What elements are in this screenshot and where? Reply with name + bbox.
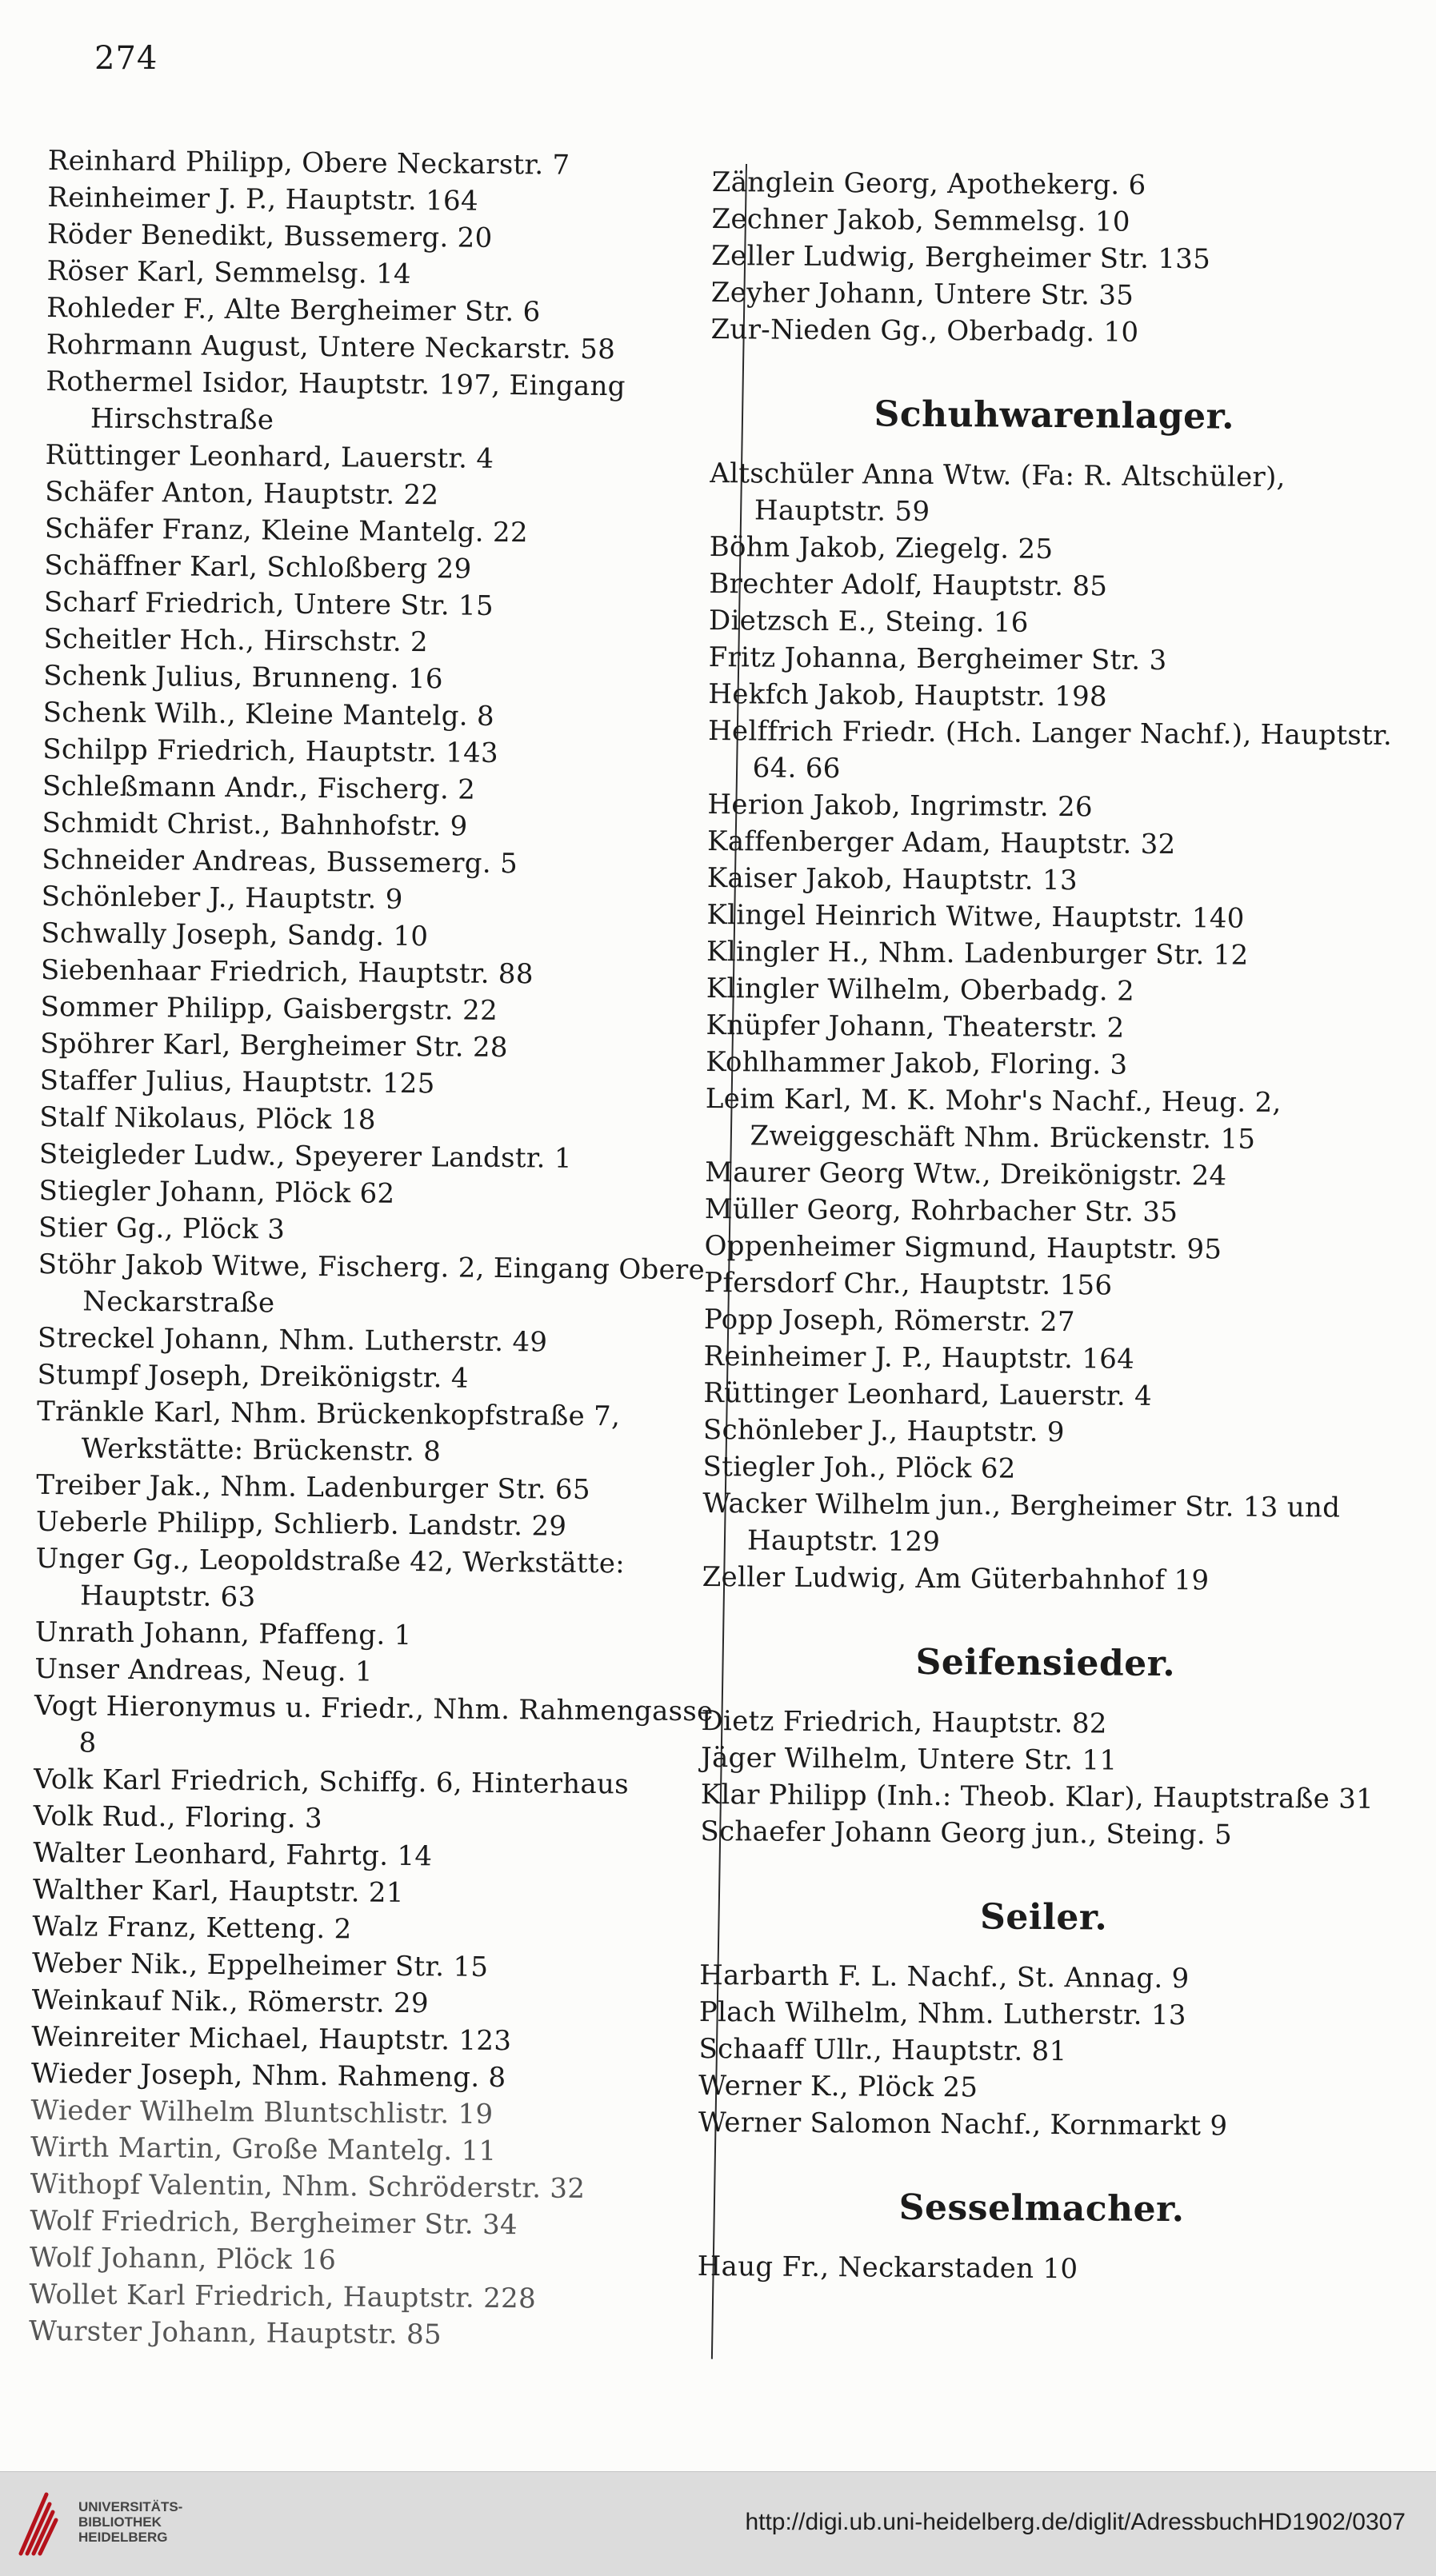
entry-list xyxy=(700,1703,1389,1855)
left-column xyxy=(29,142,728,2355)
list-item: Steigleder Ludw., Speyerer Landstr. 1 xyxy=(38,1137,572,1175)
list-item: Wieder Joseph, Nhm. Rahmeng. 8 xyxy=(30,2057,506,2095)
entry-list xyxy=(710,164,1400,353)
list-item: Schäffner Karl, Schloßberg 29 xyxy=(44,549,472,585)
list-item: Tränkle Karl, Nhm. Brückenkopfstraße 7, Werkstätte: Brückenstr. 8 xyxy=(36,1395,621,1468)
viewer-footer xyxy=(0,2471,1436,2576)
list-item: Plach Wilhelm, Nhm. Lutherstr. 13 xyxy=(698,1995,1186,2032)
list-item: Haug Fr., Neckarstaden 10 xyxy=(697,2250,1078,2286)
list-item: Stiegler Joh., Plöck 62 xyxy=(702,1450,1016,1485)
list-item: Rohrmann August, Untere Neckarstr. 58 xyxy=(46,328,616,366)
list-item: Dietzsch E., Steing. 16 xyxy=(708,604,1029,639)
section-heading: Seifensieder. xyxy=(915,1641,1176,1685)
list-item: Volk Karl Friedrich, Schiffg. 6, Hinterhaus xyxy=(33,1763,630,1801)
list-item: Zeyher Johann, Untere Str. 35 xyxy=(710,276,1134,312)
list-item: Wurster Johann, Hauptstr. 85 xyxy=(28,2314,442,2351)
list-item: Schäfer Franz, Kleine Mantelg. 22 xyxy=(44,512,529,549)
section-heading: Sesselmacher. xyxy=(898,2187,1185,2231)
list-item: Schleßmann Andr., Fischerg. 2 xyxy=(42,769,476,806)
list-item: Rohleder F., Alte Bergheimer Str. 6 xyxy=(46,291,541,329)
list-item: Zänglein Georg, Apothekerg. 6 xyxy=(711,166,1146,202)
logo-line: BIBLIOTHEK xyxy=(78,2514,162,2530)
list-item: Popp Joseph, Römerstr. 27 xyxy=(703,1303,1075,1339)
list-item: Wieder Wilhelm Bluntschlistr. 19 xyxy=(30,2094,494,2131)
list-item: Zechner Jakob, Semmelsg. 10 xyxy=(711,202,1130,238)
list-item: Böhm Jakob, Ziegelg. 25 xyxy=(709,530,1054,565)
list-item: Pfersdorf Chr., Hauptstr. 156 xyxy=(704,1266,1113,1302)
list-item: Vogt Hieronymus u. Friedr., Nhm. Rahmengasse 8 xyxy=(34,1689,714,1759)
list-item: Sommer Philipp, Gaisbergstr. 22 xyxy=(40,990,498,1027)
list-item: Hekfch Jakob, Hauptstr. 198 xyxy=(708,677,1108,713)
list-item: Zur-Nieden Gg., Oberbadg. 10 xyxy=(710,313,1139,349)
list-item: Schilpp Friedrich, Hauptstr. 143 xyxy=(42,733,499,769)
list-item: Stumpf Joseph, Dreikönigstr. 4 xyxy=(37,1358,469,1395)
list-item: Volk Rud., Floring. 3 xyxy=(33,1799,323,1835)
list-item: Streckel Johann, Nhm. Lutherstr. 49 xyxy=(37,1321,548,1359)
library-logo-text xyxy=(78,2499,182,2545)
list-item: Weber Nik., Eppelheimer Str. 15 xyxy=(31,1947,489,1983)
list-item: Werner K., Plöck 25 xyxy=(698,2069,978,2104)
list-item: Klingler H., Nhm. Ladenburger Str. 12 xyxy=(706,935,1249,972)
list-item: Wollet Karl Friedrich, Hauptstr. 228 xyxy=(29,2278,537,2315)
list-item: Schaefer Johann Georg jun., Steing. 5 xyxy=(700,1815,1233,1851)
list-item: Wolf Friedrich, Bergheimer Str. 34 xyxy=(30,2204,518,2242)
list-item: Stöhr Jakob Witwe, Fischerg. 2, Eingang Obere Neckarstraße xyxy=(38,1248,706,1320)
list-item: Schönleber J., Hauptstr. 9 xyxy=(41,880,403,916)
list-item: Scheitler Hch., Hirschstr. 2 xyxy=(43,622,429,659)
list-item: Kaffenberger Adam, Hauptstr. 32 xyxy=(706,825,1176,861)
list-item: Reinheimer J. P., Hauptstr. 164 xyxy=(703,1340,1135,1376)
library-logo-icon xyxy=(14,2486,88,2560)
entry-list xyxy=(702,455,1398,1600)
list-item: Harbarth F. L. Nachf., St. Annag. 9 xyxy=(699,1959,1190,1995)
list-item: Werner Salomon Nachf., Kornmarkt 9 xyxy=(698,2106,1228,2143)
list-item: Weinreiter Michael, Hauptstr. 123 xyxy=(31,2020,512,2058)
list-item: Withopf Valentin, Nhm. Schröderstr. 32 xyxy=(30,2167,586,2205)
list-item: Zeller Ludwig, Bergheimer Str. 135 xyxy=(711,239,1211,276)
section-heading: Seiler. xyxy=(979,1896,1108,1939)
list-item: Röder Benedikt, Bussemerg. 20 xyxy=(46,218,493,254)
list-item: Weinkauf Nik., Römerstr. 29 xyxy=(31,1983,430,2020)
list-item: Reinhard Philipp, Obere Neckarstr. 7 xyxy=(47,144,570,182)
list-item: Wacker Wilhelm jun., Bergheimer Str. 13 und Hauptstr. 129 xyxy=(702,1487,1341,1559)
list-item: Knüpfer Johann, Theaterstr. 2 xyxy=(706,1008,1125,1044)
list-item: Klar Philipp (Inh.: Theob. Klar), Hauptstraße 31 xyxy=(700,1778,1374,1815)
list-item: Reinheimer J. P., Hauptstr. 164 xyxy=(47,181,479,218)
list-item: Leim Karl, M. K. Mohr's Nachf., Heug. 2, Zweiggeschäft Nhm. Brückenstr. 15 xyxy=(705,1082,1282,1156)
list-item: Unrath Johann, Pfaffeng. 1 xyxy=(34,1615,412,1652)
list-item: Röser Karl, Semmelsg. 14 xyxy=(46,254,412,290)
list-item: Schenk Julius, Brunneng. 16 xyxy=(43,659,443,696)
list-item: Walter Leonhard, Fahrtg. 14 xyxy=(33,1836,433,1873)
list-item: Walther Karl, Hauptstr. 21 xyxy=(32,1873,404,1909)
list-item: Wirth Martin, Große Mantelg. 11 xyxy=(30,2131,497,2167)
list-item: Maurer Georg Wtw., Dreikönigstr. 24 xyxy=(705,1156,1227,1192)
list-item: Schenk Wilh., Kleine Mantelg. 8 xyxy=(42,696,495,733)
list-item: Schneider Andreas, Bussemerg. 5 xyxy=(41,843,518,881)
list-item: Spöhrer Karl, Bergheimer Str. 28 xyxy=(39,1027,508,1064)
list-item: Brechter Adolf, Hauptstr. 85 xyxy=(709,567,1108,603)
list-item: Fritz Johanna, Bergheimer Str. 3 xyxy=(708,641,1167,677)
list-item: Rüttinger Leonhard, Lauerstr. 4 xyxy=(45,438,494,475)
list-item: Schaaff Ullr., Hauptstr. 81 xyxy=(698,2032,1067,2068)
list-item: Helffrich Friedr. (Hch. Langer Nachf.), Hauptstr. 64. 66 xyxy=(707,714,1393,785)
list-item: Dietz Friedrich, Hauptstr. 82 xyxy=(701,1704,1107,1740)
list-item: Unser Andreas, Neug. 1 xyxy=(34,1652,373,1688)
list-item: Scharf Friedrich, Untere Str. 15 xyxy=(43,585,494,622)
list-item: Walz Franz, Ketteng. 2 xyxy=(32,1910,352,1946)
list-item: Schwally Joseph, Sandg. 10 xyxy=(41,917,429,953)
list-item: Unger Gg., Leopoldstraße 42, Werkstätte: Hauptstr. 63 xyxy=(35,1542,626,1614)
section-heading: Schuhwarenlager. xyxy=(874,393,1235,437)
list-item: Wolf Johann, Plöck 16 xyxy=(29,2241,337,2277)
list-item: Stier Gg., Plöck 3 xyxy=(38,1211,286,1246)
list-item: Treiber Jak., Nhm. Ladenburger Str. 65 xyxy=(36,1468,591,1506)
list-item: Rothermel Isidor, Hauptstr. 197, Eingang Hirschstraße xyxy=(46,365,626,437)
list-item: Schäfer Anton, Hauptstr. 22 xyxy=(45,475,439,512)
right-column xyxy=(697,164,1399,2290)
logo-line: UNIVERSITÄTS- xyxy=(78,2499,183,2514)
list-item: Staffer Julius, Hauptstr. 125 xyxy=(39,1064,435,1100)
list-item: Klingel Heinrich Witwe, Hauptstr. 140 xyxy=(706,898,1245,935)
list-item: Kohlhammer Jakob, Floring. 3 xyxy=(706,1045,1128,1081)
list-item: Kaiser Jakob, Hauptstr. 13 xyxy=(706,861,1078,897)
list-item: Jäger Wilhelm, Untere Str. 11 xyxy=(700,1741,1118,1777)
list-item: Herion Jakob, Ingrimstr. 26 xyxy=(707,788,1094,824)
list-item: Siebenhaar Friedrich, Hauptstr. 88 xyxy=(40,953,534,991)
list-item: Stiegler Johann, Plöck 62 xyxy=(38,1174,395,1210)
list-item: Ueberle Philipp, Schlierb. Landstr. 29 xyxy=(35,1505,567,1543)
entry-list xyxy=(697,2248,1385,2290)
list-item: Klingler Wilhelm, Oberbadg. 2 xyxy=(706,972,1135,1008)
logo-line: HEIDELBERG xyxy=(78,2530,168,2545)
permalink-url[interactable]: http://digi.ub.uni-heidelberg.de/diglit/AdressbuchHD1902/0307 xyxy=(745,2509,1406,2535)
page-number: 274 xyxy=(94,40,158,77)
list-item: Müller Georg, Rohrbacher Str. 35 xyxy=(704,1192,1178,1229)
list-item: Oppenheimer Sigmund, Hauptstr. 95 xyxy=(704,1229,1222,1266)
list-item: Rüttinger Leonhard, Lauerstr. 4 xyxy=(703,1376,1153,1412)
list-item: Schönleber J., Hauptstr. 9 xyxy=(702,1413,1065,1449)
list-item: Stalf Nikolaus, Plöck 18 xyxy=(39,1100,376,1136)
list-item: Schmidt Christ., Bahnhofstr. 9 xyxy=(42,806,468,843)
list-item: Zeller Ludwig, Am Güterbahnhof 19 xyxy=(702,1560,1210,1597)
list-item: Altschüler Anna Wtw. (Fa: R. Altschüler), Hauptstr. 59 xyxy=(710,457,1286,528)
entry-list xyxy=(698,1957,1388,2146)
